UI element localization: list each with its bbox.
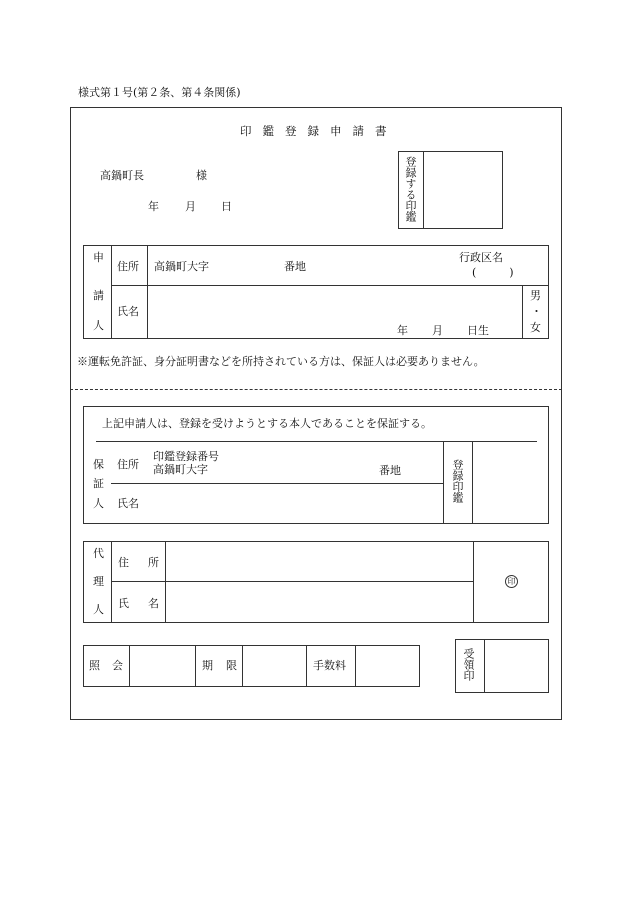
inquiry-field[interactable] <box>131 647 193 685</box>
applicant-sex-divider <box>522 285 523 339</box>
birth-month-label: 月 <box>432 324 443 337</box>
agent-address-field[interactable] <box>168 545 468 578</box>
agent-col-divider-2 <box>165 541 166 623</box>
date-month-label: 月 <box>185 200 196 213</box>
fee-label: 手数料 <box>313 659 346 672</box>
addressee: 高鍋町長 <box>100 169 144 182</box>
guarantor-statement: 上記申請人は、登録を受けようとする本人であることを保証する。 <box>102 417 432 430</box>
applicant-row-divider <box>111 285 549 286</box>
agent-col-divider-1 <box>111 541 112 623</box>
guarantor-label-1: 保 <box>93 458 104 471</box>
agent-label-1: 代 <box>93 547 104 560</box>
applicant-name-label: 氏名 <box>117 305 139 318</box>
agent-name-label-2: 名 <box>148 597 159 610</box>
guarantor-address-prefix: 高鍋町大字 <box>153 463 208 476</box>
guarantor-address-field[interactable] <box>225 448 375 480</box>
guarantor-statement-line <box>96 441 537 442</box>
office-col-divider-2 <box>195 645 196 687</box>
sex-female[interactable]: 女 <box>530 321 541 334</box>
office-col-divider-5 <box>355 645 356 687</box>
guarantor-seal-divider-1 <box>443 441 444 524</box>
applicant-col-divider-2 <box>147 245 148 339</box>
applicant-address-prefix: 高鍋町大字 <box>154 260 209 273</box>
agent-label-2: 理 <box>93 575 104 588</box>
applicant-name-field[interactable] <box>150 290 390 320</box>
applicant-col-divider-1 <box>111 245 112 339</box>
inquiry-label-1: 照 <box>89 659 100 672</box>
guarantor-note: ※運転免許証、身分証明書などを所持されている方は、保証人は必要ありません。 <box>77 355 485 368</box>
guarantor-seal-stamp-area[interactable] <box>473 442 548 523</box>
deadline-field[interactable] <box>244 647 304 685</box>
guarantor-address-label: 住所 <box>117 458 139 471</box>
applicant-label-3: 人 <box>93 319 104 332</box>
office-col-divider-3 <box>242 645 243 687</box>
agent-address-label-1: 住 <box>118 556 129 569</box>
guarantor-row-divider <box>111 483 443 484</box>
guarantor-name-field[interactable] <box>150 488 440 520</box>
dashed-divider <box>70 389 562 390</box>
birth-day-label: 日生 <box>467 324 489 337</box>
applicant-label-2: 請 <box>93 289 104 302</box>
agent-row-divider <box>111 581 473 582</box>
sex-male[interactable]: 男 <box>530 289 541 302</box>
receipt-seal-stamp-area[interactable] <box>485 640 548 692</box>
agent-name-field[interactable] <box>168 585 468 619</box>
guarantor-banchi: 番地 <box>379 464 401 477</box>
form-title: 印鑑登録申請書 <box>240 124 398 138</box>
guarantor-name-label: 氏名 <box>117 497 139 510</box>
guarantor-label-2: 証 <box>93 477 104 490</box>
deadline-label-2: 限 <box>226 659 237 672</box>
receipt-seal-label: 受領印 <box>462 648 475 681</box>
birth-year-label: 年 <box>397 324 408 337</box>
agent-col-divider-3 <box>473 541 474 623</box>
applicant-ward-paren: ( ) <box>472 266 514 279</box>
guarantor-label-3: 人 <box>93 497 104 510</box>
applicant-banchi: 番地 <box>284 260 306 273</box>
office-col-divider-4 <box>306 645 307 687</box>
office-col-divider-1 <box>129 645 130 687</box>
date-day-label: 日 <box>221 200 232 213</box>
applicant-ward-label: 行政区名 <box>459 251 503 264</box>
agent-name-label-1: 氏 <box>118 597 129 610</box>
deadline-label-1: 期 <box>202 659 213 672</box>
register-seal-stamp-area[interactable] <box>424 152 502 228</box>
fee-field[interactable] <box>357 647 418 685</box>
agent-label-3: 人 <box>93 603 104 616</box>
inquiry-label-2: 会 <box>112 659 123 672</box>
guarantor-seal-label: 登録印鑑 <box>451 459 464 503</box>
register-seal-label: 登録する印鑑 <box>404 156 417 222</box>
form-reference: 様式第１号(第２条、第４条関係) <box>78 86 241 99</box>
applicant-address-label: 住所 <box>117 260 139 273</box>
applicant-label-1: 申 <box>93 251 104 264</box>
agent-seal-mark: 印 <box>505 575 518 588</box>
agent-address-label-2: 所 <box>148 556 159 569</box>
date-year-label: 年 <box>148 200 159 213</box>
guarantor-reg-no-label: 印鑑登録番号 <box>153 450 219 463</box>
sex-separator: ・ <box>531 305 542 318</box>
applicant-address-field[interactable] <box>220 255 280 275</box>
honorific: 様 <box>196 169 207 182</box>
